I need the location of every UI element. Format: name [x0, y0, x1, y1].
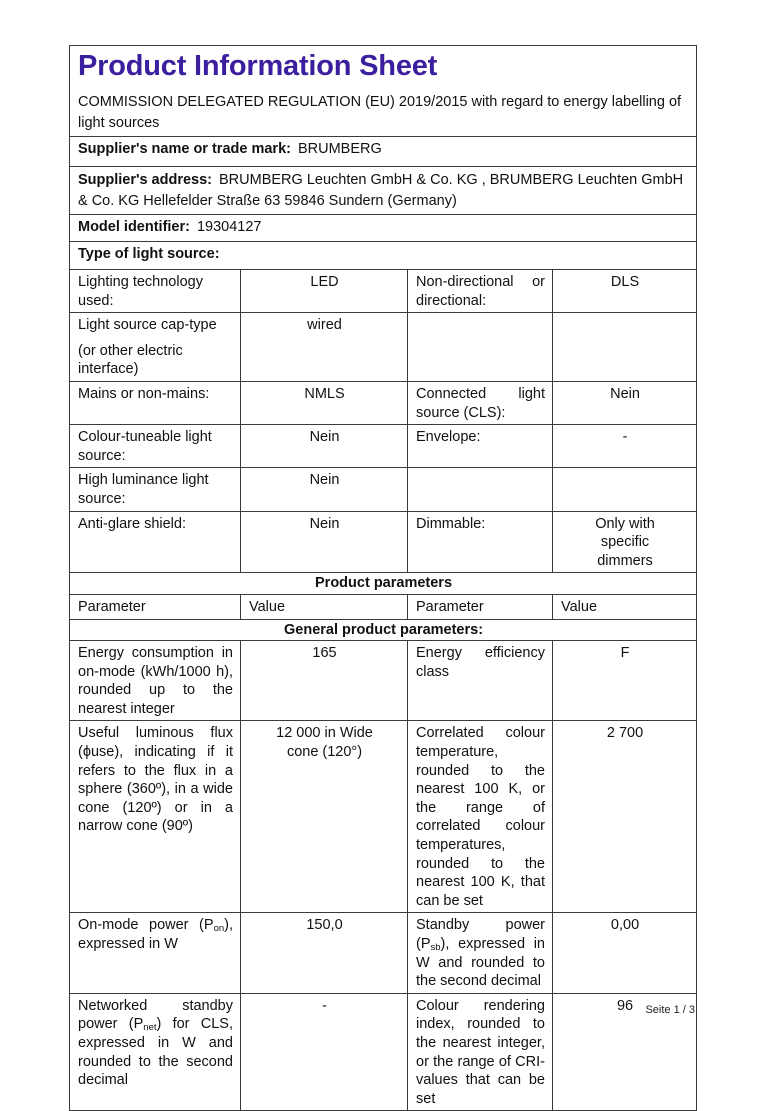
supplier-address-label: Supplier's address: — [78, 172, 212, 188]
table-row — [70, 913, 697, 993]
subscript: sb — [430, 942, 441, 953]
param-label: Light source cap-type (or other electric interface) — [70, 313, 241, 382]
param-label: Standby power $(P_{sb})$, expressed in W and rounded to the second decimal — [408, 913, 553, 993]
column-header-row — [70, 594, 697, 619]
page-title: Product Information Sheet — [78, 50, 438, 82]
param-value: NMLS — [241, 381, 408, 424]
param-label: Energy efficiency class — [408, 641, 553, 721]
column-header: Parameter — [408, 594, 553, 619]
model-identifier-row — [70, 215, 697, 242]
param-value-empty — [553, 468, 697, 511]
param-label: Energy consumption in on-mode (kWh/1000 h), rounded up to the nearest integer — [70, 641, 241, 721]
param-label: High luminance light source: — [70, 468, 241, 511]
supplier-address-value: BRUMBERG Leuchten GmbH & Co. KG , BRUMBERG Leuchten GmbH & Co. KG Hellefelder Straße 63 59846 Sundern (Germany) — [78, 172, 684, 209]
param-label: Correlated colour temperature, rounded to the nearest 100 K, or the range of correlated colour temperatures, rounded to the nearest 100 K, that can be set — [408, 721, 553, 913]
param-value: Nein — [553, 381, 697, 424]
product-information-sheet — [69, 45, 696, 1111]
subscript: on — [213, 923, 225, 935]
table-row — [70, 270, 697, 313]
supplier-name-label: Supplier's name or trade mark: — [78, 141, 291, 157]
table-row — [70, 721, 697, 913]
model-identifier-value: 19304127 — [196, 219, 262, 235]
param-label: Envelope: — [408, 425, 553, 468]
param-label-empty — [408, 468, 553, 511]
supplier-name-value: BRUMBERG — [297, 141, 382, 157]
subscript: net — [143, 1022, 157, 1034]
param-label: Networked standby power $(P_{net})$ for CLS, expressed in W and rounded to the second decimal — [70, 993, 241, 1111]
param-value: - — [553, 425, 697, 468]
param-value: LED — [241, 270, 408, 313]
param-value: F — [553, 641, 697, 721]
param-value: Nein — [241, 511, 408, 573]
table-row — [70, 993, 697, 1111]
column-header: Value — [553, 594, 697, 619]
column-header: Parameter — [70, 594, 241, 619]
param-label: Dimmable: — [408, 511, 553, 573]
model-identifier-label: Model identifier: — [78, 219, 190, 235]
param-value: 12 000 in Wide cone (120°) — [241, 721, 408, 913]
param-value: 96 — [553, 993, 697, 1111]
param-label: Anti-glare shield: — [70, 511, 241, 573]
param-label: Colour rendering index, rounded to the nearest integer, or the range of CRI-values that can be set — [408, 993, 553, 1111]
param-value: - — [241, 993, 408, 1111]
param-value: Only with specific dimmers — [553, 511, 697, 573]
table-row — [70, 511, 697, 573]
param-label: Lighting technology used: — [70, 270, 241, 313]
param-value: 0,00 — [553, 913, 697, 993]
param-value: Nein — [241, 425, 408, 468]
supplier-name-row — [70, 137, 697, 167]
param-label: Colour-tuneable light source: — [70, 425, 241, 468]
page-number: Seite 1 / 3 — [645, 1004, 695, 1016]
title-block — [70, 46, 697, 137]
param-value: DLS — [553, 270, 697, 313]
param-label: On-mode power $(P_{on})$, expressed in W — [70, 913, 241, 993]
table-row — [70, 381, 697, 424]
regulation-text: COMMISSION DELEGATED REGULATION (EU) 2019/2015 with regard to energy labelling of light sources — [78, 94, 682, 131]
param-value: 150,0 — [241, 913, 408, 993]
param-label: Non-directional or directional: — [408, 270, 553, 313]
param-label: Connected light source (CLS): — [408, 381, 553, 424]
type-of-light-source-header: Type of light source: — [70, 242, 697, 270]
param-value-empty — [553, 313, 697, 382]
param-label: Useful luminous flux (ϕuse), indicating if it refers to the flux in a sphere (360º), in a wide cone (120º) or in a narrow cone (90º) — [70, 721, 241, 913]
param-value: wired — [241, 313, 408, 382]
param-label: Mains or non-mains: — [70, 381, 241, 424]
param-value: Nein — [241, 468, 408, 511]
param-value: 2 700 — [553, 721, 697, 913]
table-row — [70, 313, 697, 382]
param-value: 165 — [241, 641, 408, 721]
table-row — [70, 641, 697, 721]
product-parameters-header: Product parameters — [70, 573, 697, 595]
general-product-parameters-header: General product parameters: — [70, 619, 697, 641]
document-table — [69, 45, 697, 1111]
table-row — [70, 468, 697, 511]
supplier-address-row — [70, 167, 697, 215]
param-label-empty — [408, 313, 553, 382]
column-header: Value — [241, 594, 408, 619]
table-row — [70, 425, 697, 468]
